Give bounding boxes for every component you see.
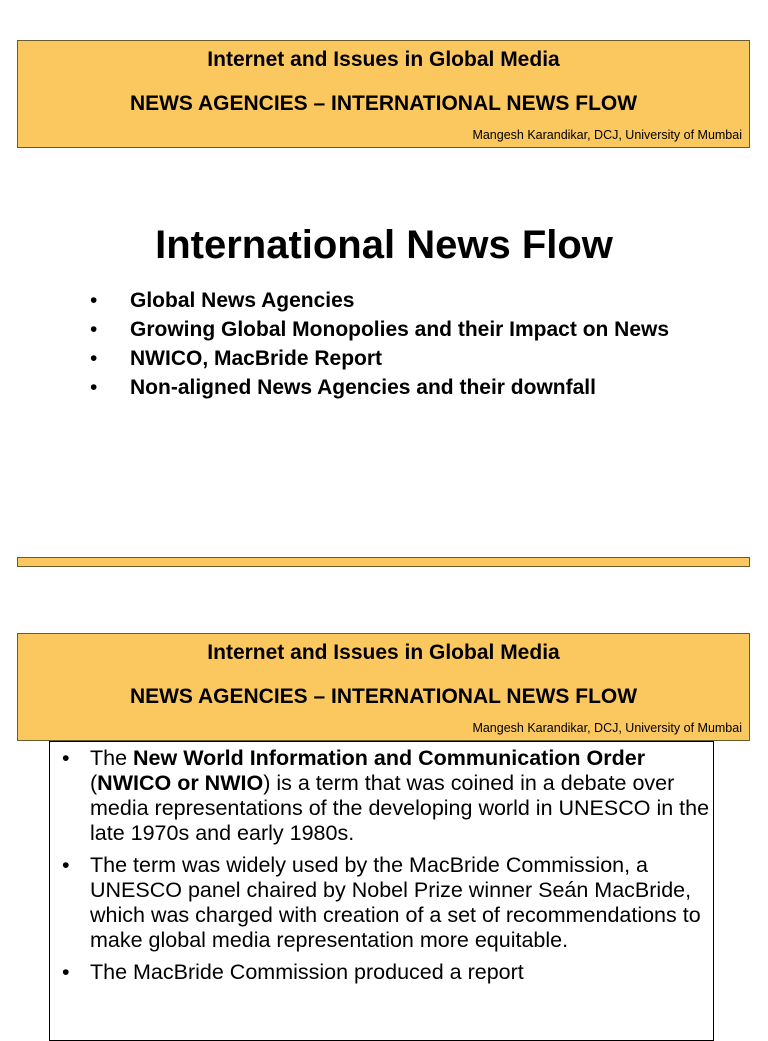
slide2-bullet-list bbox=[50, 742, 713, 985]
slide1-header bbox=[17, 40, 750, 148]
slide1-course-title: Internet and Issues in Global Media bbox=[207, 48, 560, 71]
slide1-bullet-list bbox=[90, 289, 690, 405]
slide2-bullet-macbride-report: • The MacBride Commission produced a report bbox=[50, 960, 713, 985]
slide2-author-credit: Mangesh Karandikar, DCJ, University of Mumbai bbox=[472, 721, 742, 735]
slide1-bullet-item: • NWICO, MacBride Report bbox=[90, 347, 690, 370]
slide1-bullet-item: • Non-aligned News Agencies and their downfall bbox=[90, 376, 690, 399]
slide2-bullet-macbride-commission: • The term was widely used by the MacBride Commission, a UNESCO panel chaired by Nobel Prize winner Seán MacBride, which was charged with creation of a set of recommendations to make global media representation more equitable. bbox=[50, 853, 713, 953]
slide1-title: International News Flow bbox=[155, 223, 613, 267]
bullet-text: ) is a term that was coined in a debate over media representations of the developing world in UNESCO in the late 1970s and early 1980s. bbox=[90, 771, 710, 845]
slide2-topic-title: NEWS AGENCIES – INTERNATIONAL NEWS FLOW bbox=[129, 685, 638, 708]
bullet-text: ( bbox=[90, 771, 98, 795]
bullet-bold-term: New World Information and Communication Order bbox=[133, 746, 646, 770]
slide1-bullet-item: • Growing Global Monopolies and their Impact on News bbox=[90, 318, 690, 341]
bullet-text: The bbox=[90, 746, 134, 770]
slide2-course-title: Internet and Issues in Global Media bbox=[207, 641, 560, 664]
slide1-topic-title: NEWS AGENCIES – INTERNATIONAL NEWS FLOW bbox=[129, 92, 638, 115]
slide2-bullet-nwico bbox=[50, 746, 713, 846]
slide1-author-credit: Mangesh Karandikar, DCJ, University of Mumbai bbox=[472, 128, 742, 142]
slide1-footer-bar bbox=[17, 557, 750, 567]
slide1-bullet-item: • Global News Agencies bbox=[90, 289, 690, 312]
bullet-bold-term: NWICO or NWIO bbox=[97, 771, 264, 795]
slide2-header bbox=[17, 633, 750, 741]
slide2-content-box bbox=[49, 741, 714, 1041]
